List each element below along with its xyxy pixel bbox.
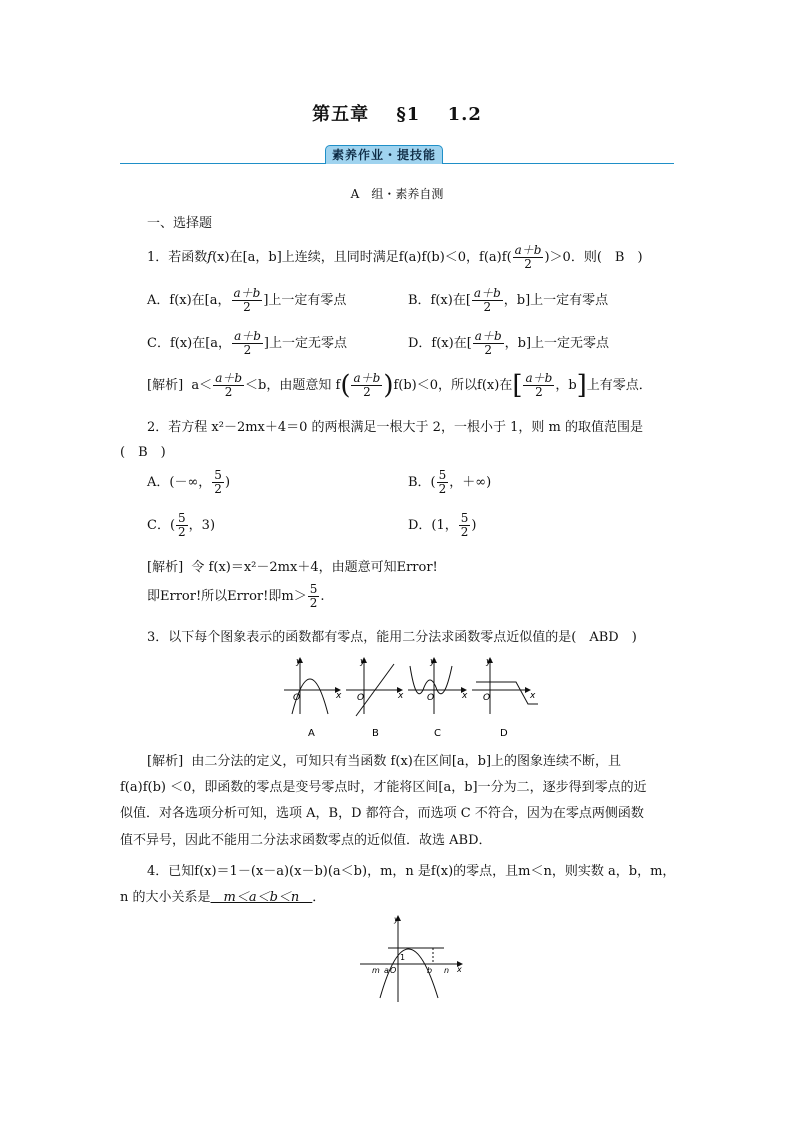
q1-option-c[interactable]: C．f(x)在[a， $\frac{a+b}{2}$ ]上一定无零点	[147, 329, 347, 357]
graph-label-d: D	[500, 728, 508, 739]
svg-text:y: y	[430, 657, 436, 667]
svg-text:y: y	[486, 657, 492, 667]
svg-text:m: m	[372, 966, 380, 975]
group-heading: A 组・素养自测	[350, 187, 444, 201]
graph-d	[472, 658, 538, 714]
svg-text:y: y	[394, 915, 399, 924]
svg-text:O: O	[390, 966, 397, 975]
q2-option-a[interactable]: A．(－∞， $\frac{5}{2}$ )	[147, 468, 231, 496]
graph-label-c: C	[434, 728, 441, 739]
q2-solution-line2: 即Error!所以Error!即m＞ $\frac{5}{2}$ .	[147, 582, 325, 610]
q3-solution-l3: 似值．对各选项分析可知，选项 A，B，D 都符合，而选项 C 不符合，因为在零点两侧函数	[120, 806, 644, 821]
section-banner: 素养作业・提技能	[325, 145, 443, 164]
svg-text:O: O	[357, 693, 365, 703]
q1-solution: [解析] a＜ $\frac{a+b}{2}$ ＜b，由题意知 f( $\frac{a+b}{2}$ )f(b)＜0，所以f(x)在[ $\frac{a+b}{2}$ ，b]上有零点．	[147, 370, 652, 401]
q2-option-c[interactable]: C．( $\frac{5}{2}$ ，3)	[147, 511, 216, 539]
svg-text:x: x	[530, 691, 536, 701]
svg-text:a: a	[384, 966, 389, 975]
q4-stem: 4．已知f(x)＝1－(x－a)(x－b)(a＜b)，m，n 是f(x)的零点，且m＜n，则实数 a，b，m，	[147, 864, 676, 879]
section-label: §1	[396, 104, 421, 125]
svg-text:x: x	[398, 691, 404, 701]
q1-option-d[interactable]: D．f(x)在[ $\frac{a+b}{2}$ ，b]上一定无零点	[408, 329, 610, 357]
fraction: $\frac{a+b}{2}$	[514, 243, 542, 271]
q2-stem: 2．若方程 x²－2mx＋4＝0 的两根满足一根大于 2，一根小于 1，则 m 的取值范围是	[147, 420, 643, 435]
svg-text:b: b	[427, 966, 433, 975]
q4-graph	[358, 912, 468, 1004]
graph-b	[346, 658, 402, 716]
q2-answer: ( B )	[120, 445, 166, 460]
q3-solution-l4: 值不异号，因此不能用二分法求函数零点的近似值．故选 ABD．	[120, 833, 492, 848]
svg-text:n: n	[444, 966, 450, 975]
q3-solution-l2: f(a)f(b) ＜0，即函数的零点是变号零点时，才能将区间[a，b]一分为二，逐步得到零点的近	[120, 780, 647, 795]
graph-label-b: B	[372, 728, 379, 739]
page-title	[0, 100, 794, 126]
svg-text:y: y	[296, 657, 302, 667]
chapter-label: 第五章	[312, 104, 370, 125]
q2-solution: [解析] 令 f(x)＝x²－2mx＋4，由题意可知Error!	[147, 560, 438, 575]
q1-option-b[interactable]: B．f(x)在[ $\frac{a+b}{2}$ ，b]上一定有零点	[408, 286, 609, 314]
svg-text:y: y	[360, 657, 366, 667]
graph-a	[284, 658, 340, 714]
q3-graphs	[280, 652, 550, 742]
q4-answer: m＜a＜b＜n	[210, 890, 313, 905]
svg-text:O: O	[427, 693, 435, 703]
graph-c	[408, 658, 466, 714]
svg-text:x: x	[336, 691, 342, 701]
q3-stem: 3．以下每个图象表示的函数都有零点，能用二分法求函数零点近似值的是( ABD )	[147, 630, 637, 645]
q1-option-a[interactable]: A．f(x)在[a， $\frac{a+b}{2}$ ]上一定有零点	[147, 286, 347, 314]
graph-label-a: A	[308, 728, 315, 739]
q2-option-d[interactable]: D．(1， $\frac{5}{2}$ )	[408, 511, 477, 539]
svg-text:O: O	[293, 693, 301, 703]
section-heading: 一、选择题	[147, 216, 213, 231]
q1-stem: 1．若函数f(x)在[a，b]上连续，且同时满足f(a)f(b)＜0，f(a)f( $\frac{a+b}{2}$ )＞0．则( B )	[147, 243, 643, 271]
svg-text:1: 1	[400, 953, 406, 962]
svg-text:x: x	[462, 691, 468, 701]
q2-option-b[interactable]: B．( $\frac{5}{2}$ ，＋∞)	[408, 468, 492, 496]
svg-text:x: x	[457, 965, 462, 974]
q4-stem-line2: n 的大小关系是 m＜a＜b＜n ．	[120, 886, 325, 905]
svg-text:O: O	[483, 693, 491, 703]
subsection-label: 1.2	[447, 104, 482, 125]
q3-solution-l1: [解析] 由二分法的定义，可知只有当函数 f(x)在区间[a，b]上的图象连续不断，且	[147, 754, 622, 769]
